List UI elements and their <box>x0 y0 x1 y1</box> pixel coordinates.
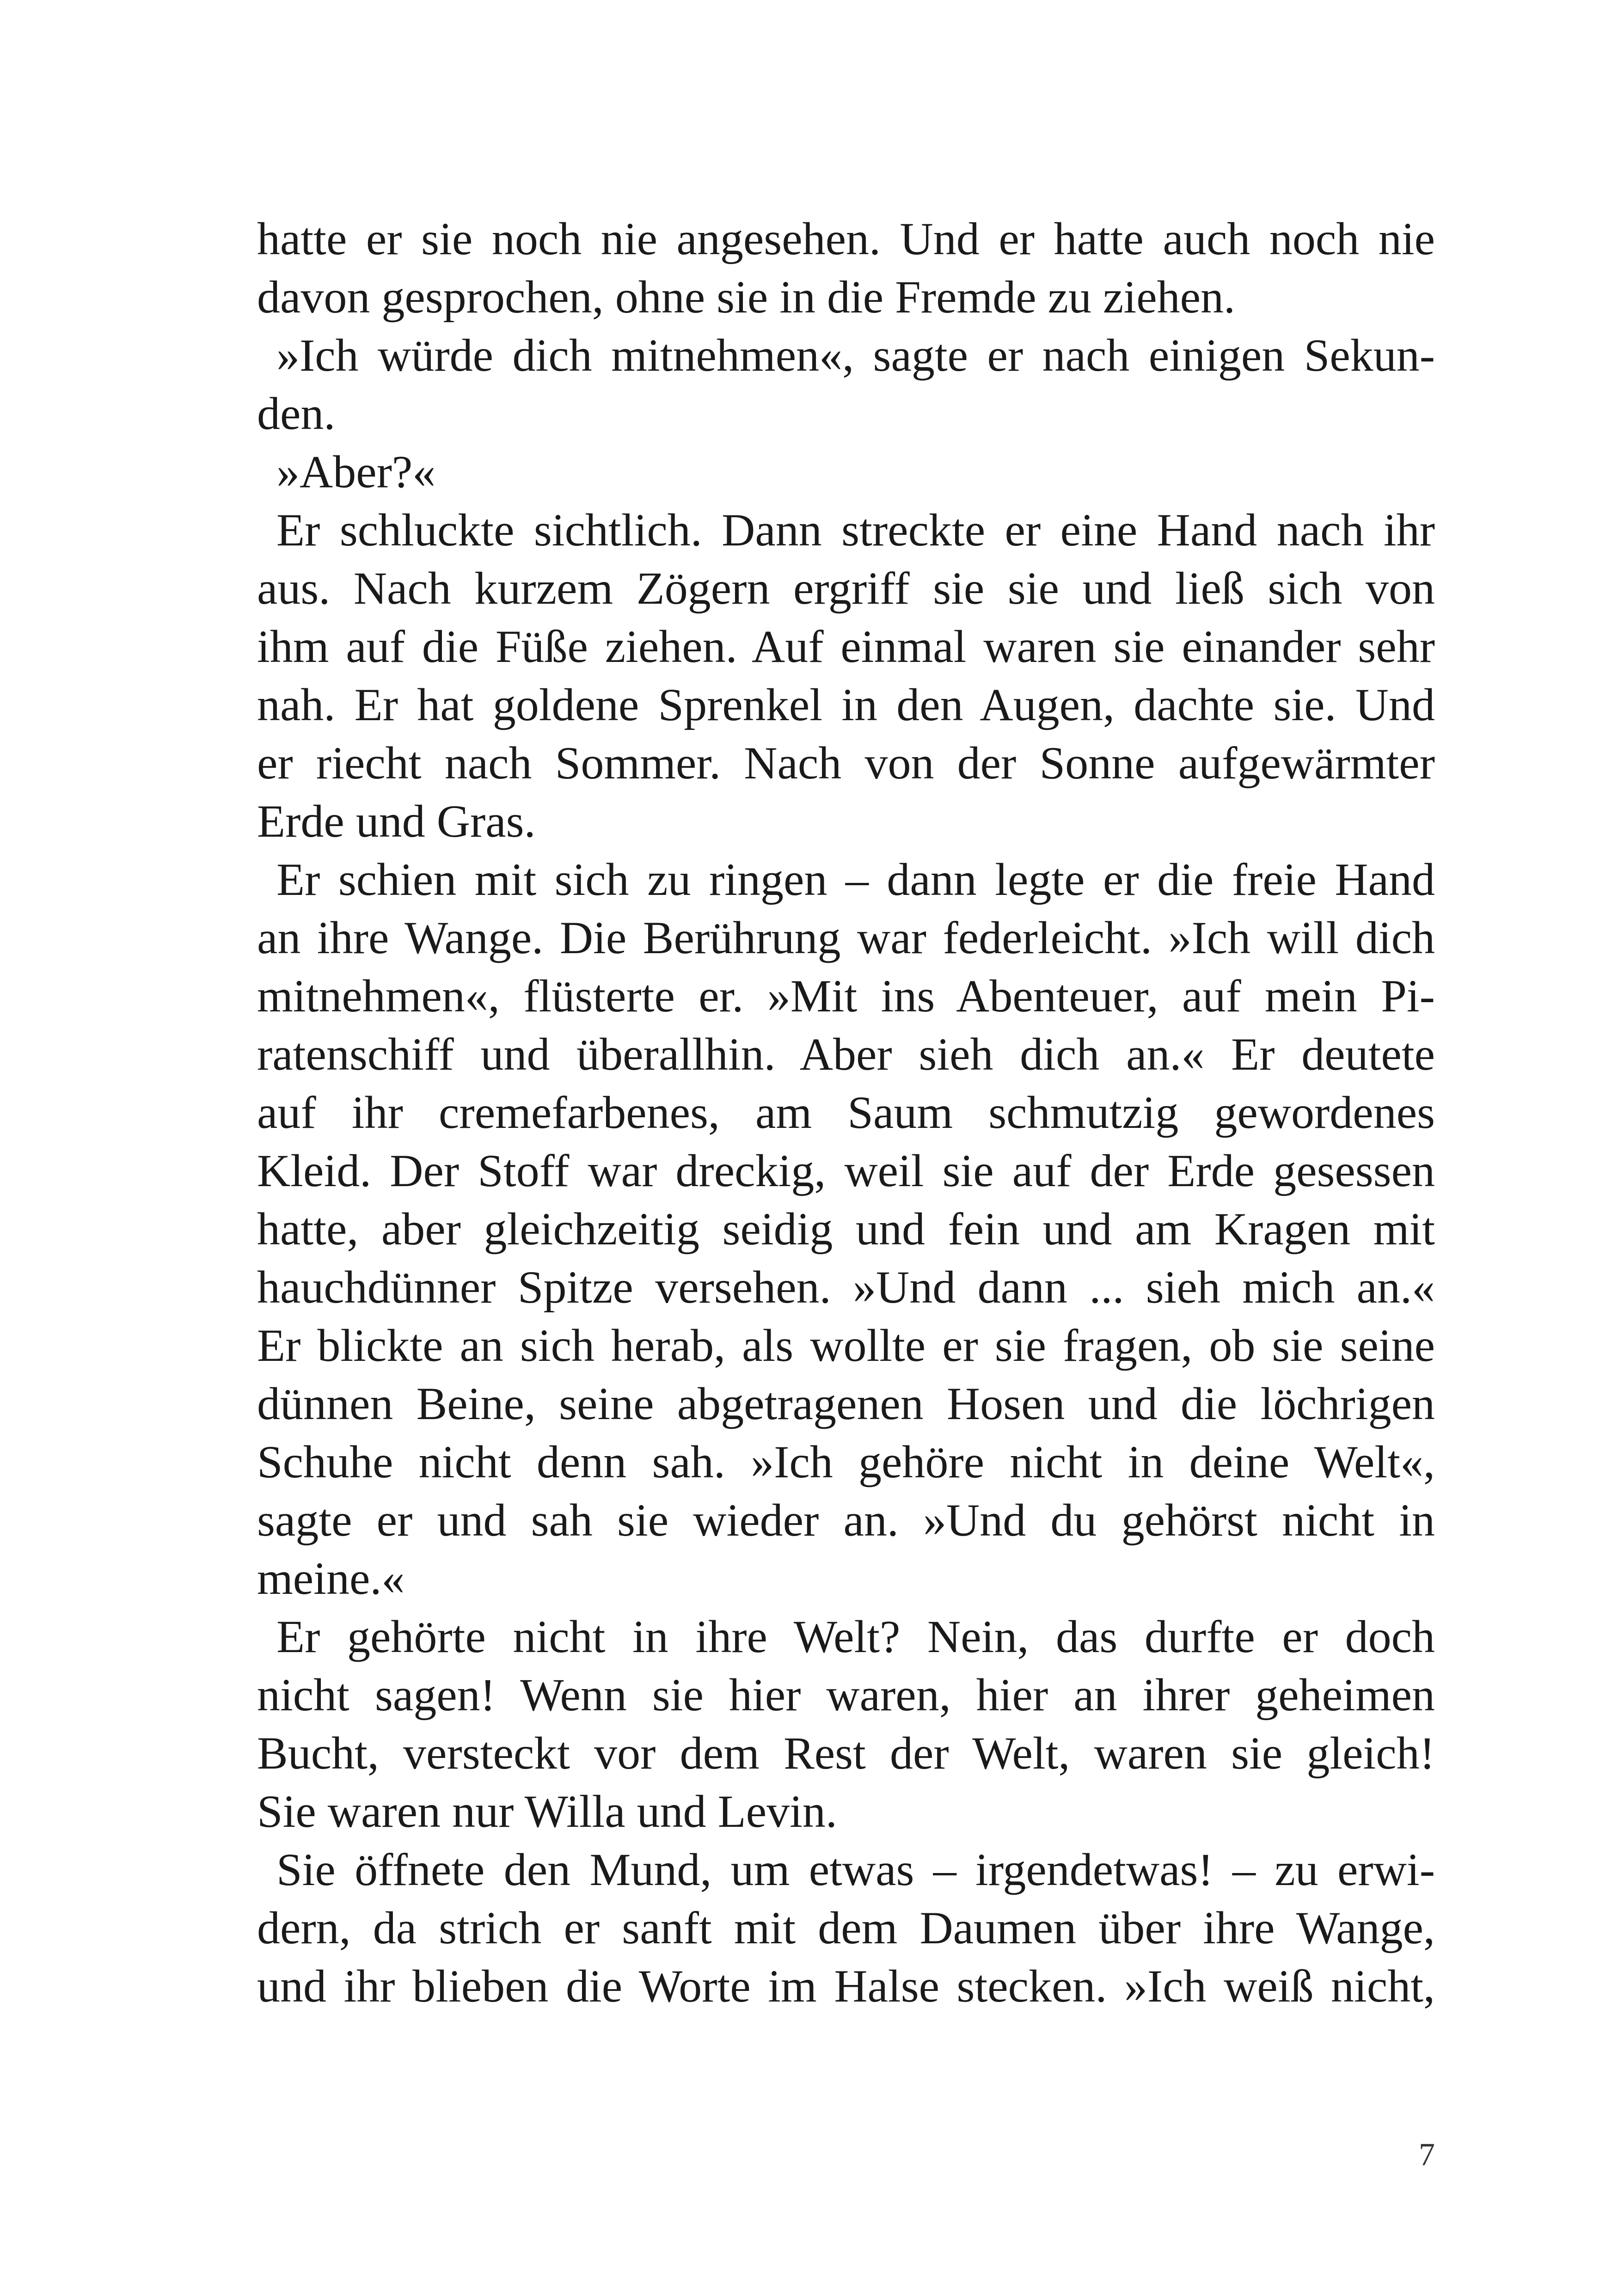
text-line: Er blickte an sich herab, als wollte er sie fragen, ob sie seine <box>257 1320 1435 1371</box>
text-line: nicht sagen! Wenn sie hier waren, hier an ihrer geheimen <box>257 1669 1435 1720</box>
body-text <box>257 210 1435 2015</box>
text-line: hauchdünner Spitze versehen. »Und dann ... sieh mich an.« <box>257 1261 1435 1313</box>
text-line: den. <box>257 388 336 439</box>
text-line: ihm auf die Füße ziehen. Auf einmal waren sie einander sehr <box>257 621 1435 672</box>
text-line: Er schien mit sich zu ringen – dann legte er die freie Hand <box>276 854 1435 905</box>
text-line: ratenschiff und überallhin. Aber sieh dich an.« Er deutete <box>257 1029 1435 1080</box>
text-line: Sie waren nur Willa und Levin. <box>257 1786 837 1837</box>
text-line: »Ich würde dich mitnehmen«, sagte er nach einigen Sekun- <box>276 330 1435 381</box>
text-line: Sie öffnete den Mund, um etwas – irgendetwas! – zu erwi- <box>276 1844 1435 1895</box>
text-line: meine.« <box>257 1553 405 1604</box>
text-line: dünnen Beine, seine abgetragenen Hosen und die löchrigen <box>257 1378 1435 1429</box>
text-line: an ihre Wange. Die Berührung war federleicht. »Ich will dich <box>257 912 1435 963</box>
text-line: hatte er sie noch nie angesehen. Und er hatte auch noch nie <box>257 213 1435 264</box>
text-line: aus. Nach kurzem Zögern ergriff sie sie und ließ sich von <box>257 563 1435 614</box>
text-line: Bucht, versteckt vor dem Rest der Welt, waren sie gleich! <box>257 1727 1435 1779</box>
text-line: Er schluckte sichtlich. Dann streckte er eine Hand nach ihr <box>276 504 1435 556</box>
text-line: auf ihr cremefarbenes, am Saum schmutzig gewordenes <box>257 1087 1435 1138</box>
text-line: mitnehmen«, flüsterte er. »Mit ins Abenteuer, auf mein Pi- <box>257 970 1435 1022</box>
text-line: Erde und Gras. <box>257 796 536 847</box>
text-line: und ihr blieben die Worte im Halse stecken. »Ich weiß nicht, <box>257 1960 1435 2012</box>
text-line: nah. Er hat goldene Sprenkel in den Augen, dachte sie. Und <box>257 679 1435 730</box>
text-line: hatte, aber gleichzeitig seidig und fein und am Kragen mit <box>257 1203 1435 1255</box>
text-line: »Aber?« <box>276 446 436 497</box>
text-line: Er gehörte nicht in ihre Welt? Nein, das durfte er doch <box>276 1611 1435 1662</box>
text-line: er riecht nach Sommer. Nach von der Sonne aufgewärmter <box>257 737 1435 789</box>
text-line: davon gesprochen, ohne sie in die Fremde zu ziehen. <box>257 271 1235 323</box>
text-line: Schuhe nicht denn sah. »Ich gehöre nicht in deine Welt«, <box>257 1436 1435 1488</box>
text-line: sagte er und sah sie wieder an. »Und du gehörst nicht in <box>257 1494 1435 1546</box>
text-line: Kleid. Der Stoff war dreckig, weil sie auf der Erde gesessen <box>257 1145 1435 1196</box>
text-line: dern, da strich er sanft mit dem Daumen über ihre Wange, <box>257 1902 1435 1953</box>
page-number: 7 <box>1419 2137 1435 2173</box>
